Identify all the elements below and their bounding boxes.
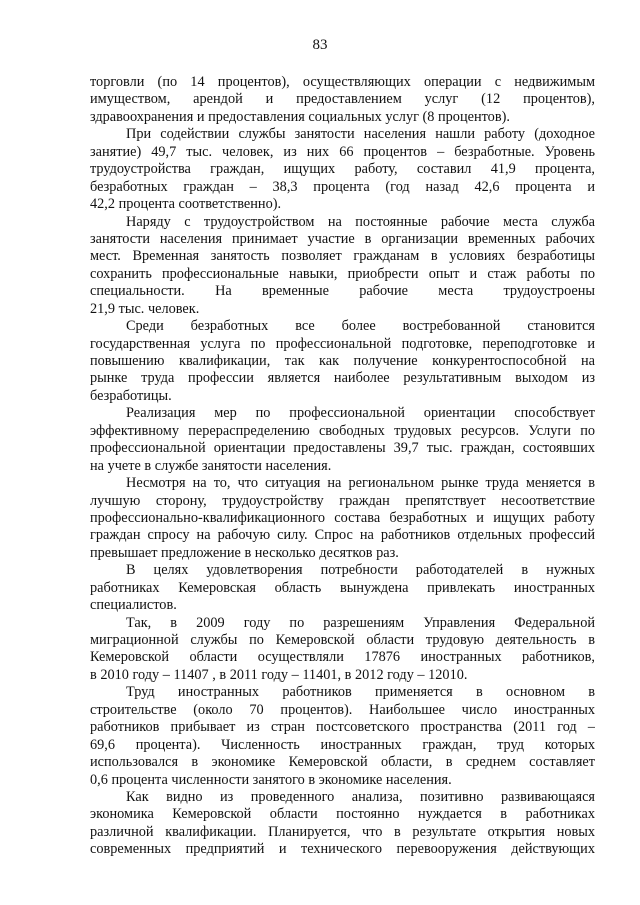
text-line: безработных граждан – 38,3 процента (год назад 42,6 процента и <box>90 178 595 195</box>
text-line: 69,6 процента). Численность иностранных граждан, труд которых <box>90 736 595 753</box>
text-line: современных предприятий и технического перевооружения действующих <box>90 841 595 858</box>
text-line: лучшую сторону, трудоустройству граждан препятствует несоответствие <box>90 492 595 509</box>
text-line: Так, в 2009 году по разрешениям Управления Федеральной <box>126 614 595 631</box>
text-line: Среди безработных все более востребованной становится <box>126 318 595 335</box>
text-line: мест. Временная занятость позволяет гражданам в условиях безработицы <box>90 248 595 265</box>
text-line: специальности. На временные рабочие места трудоустроены <box>90 283 595 300</box>
text-line: на учете в службе занятости населения. <box>90 457 332 474</box>
body-text <box>90 74 595 859</box>
text-line: специалистов. <box>90 597 177 614</box>
text-line: Кемеровской области осуществляли 17876 иностранных работников, <box>90 649 595 666</box>
text-line: профессиональной ориентации предоставлены 39,7 тыс. граждан, состоявших <box>90 440 595 457</box>
text-line: Реализация мер по профессиональной ориентации способствует <box>126 405 595 422</box>
text-line: При содействии службы занятости населения нашли работу (доходное <box>126 126 595 143</box>
text-line: работниках Кемеровская область вынуждена привлекать иностранных <box>90 579 595 596</box>
text-line: миграционной службы по Кемеровской области трудовую деятельность в <box>90 632 595 648</box>
text-line: Несмотря на то, что ситуация на региональном рынке труда меняется в <box>126 475 595 492</box>
text-line: работников прибывает из стран постсоветского пространства (2011 год – <box>90 719 595 736</box>
text-line: 21,9 тыс. человек. <box>90 300 200 317</box>
text-line: использовался в экономике Кемеровской области, в среднем составляет <box>90 754 595 771</box>
text-line: 42,2 процента соответственно). <box>90 196 282 213</box>
text-line: имуществом, арендой и предоставлением услуг (12 процентов), <box>90 91 595 108</box>
text-line: занятие) 49,7 тыс. человек, из них 66 процентов – безработные. Уровень <box>90 143 595 160</box>
text-line: превышает предложение в несколько десятков раз. <box>90 544 399 561</box>
text-line: Наряду с трудоустройством на постоянные рабочие места служба <box>126 213 595 230</box>
text-line: профессионально-квалификационного состава безработных и ищущих работу <box>90 509 595 526</box>
page-number: 83 <box>312 37 328 53</box>
text-line: граждан спросу на рабочую силу. Спрос на работников отдельных профессий <box>90 527 595 544</box>
text-line: эффективному перераспределению свободных трудовых ресурсов. Услуги по <box>90 422 595 439</box>
text-line: сохранить профессиональные навыки, приобрести опыт и стаж работы по <box>90 265 595 282</box>
text-line: строительстве (около 70 процентов). Наибольшее число иностранных <box>90 701 595 718</box>
text-line: трудоустройства граждан, ищущих работу, составил 41,9 процента, <box>90 161 595 178</box>
text-line: здравоохранения и предоставления социальных услуг (8 процентов). <box>90 108 510 125</box>
text-line: Труд иностранных работников применяется в основном в <box>126 684 595 701</box>
text-line: повышению квалификации, так как получение конкурентоспособной на <box>90 353 595 369</box>
text-line: в 2010 году – 11407 , в 2011 году – 11401, в 2012 году – 12010. <box>90 666 468 683</box>
text-line: занятости населения принимает участие в организации временных рабочих <box>90 230 595 247</box>
text-line: государственная услуга по профессиональной подготовке, переподготовке и <box>90 335 595 352</box>
text-line: 0,6 процента численности занятого в экономике населения. <box>90 771 452 788</box>
text-line: рынке труда профессии является наиболее результативным выходом из <box>90 370 595 387</box>
text-line: Как видно из проведенного анализа, позитивно развивающаяся <box>126 788 595 805</box>
text-line: торговли (по 14 процентов), осуществляющих операции с недвижимым <box>90 74 595 90</box>
text-line: безработицы. <box>90 387 172 404</box>
text-line: В целях удовлетворения потребности работодателей в нужных <box>126 562 595 579</box>
text-line: различной квалификации. Планируется, что в результате открытия новых <box>90 823 595 840</box>
text-line: экономика Кемеровской области постоянно нуждается в работниках <box>90 806 595 823</box>
